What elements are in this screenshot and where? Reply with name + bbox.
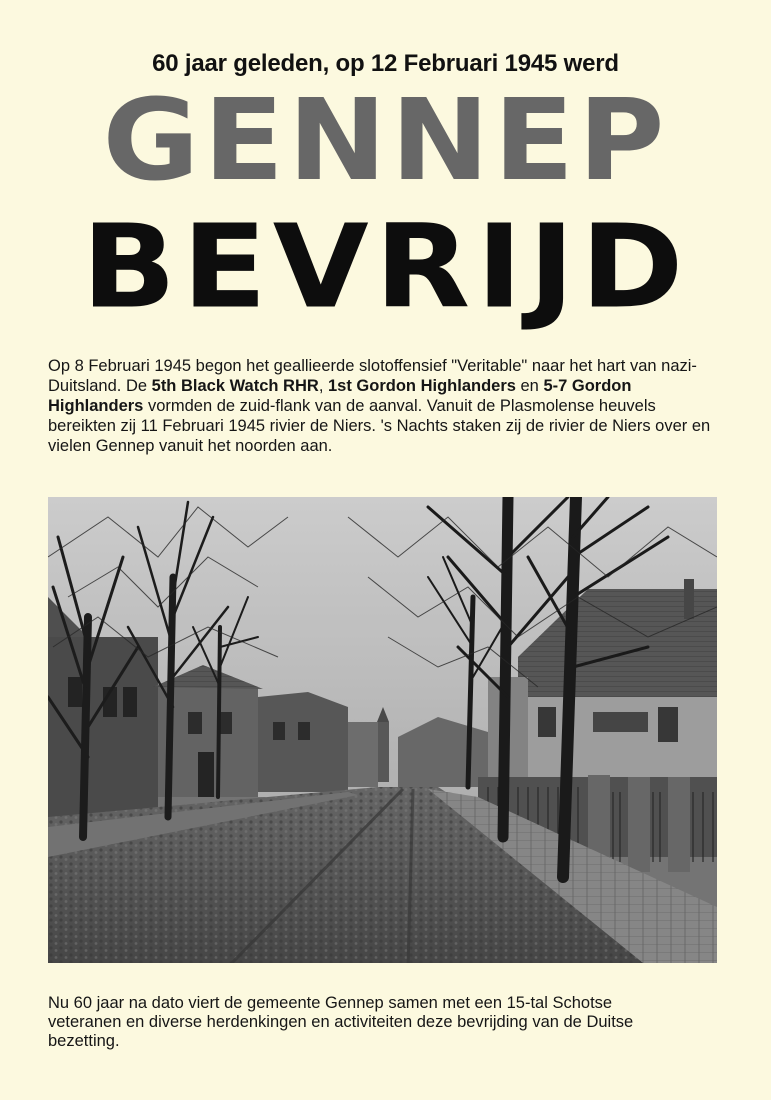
intro-text-2: , bbox=[318, 377, 328, 395]
kicker-line: 60 jaar geleden, op 12 Februari 1945 werd bbox=[152, 50, 619, 77]
headline-bevrijd: BEVRIJD bbox=[81, 200, 690, 335]
intro-text-1: Op 8 Februari 1945 begon het geallieerde slotoffensief "Veritable" naar het hart van nazi-Duitsland. De bbox=[48, 357, 697, 395]
intro-text-4: vormden de zuid-flank van de aanval. Vanuit de Plasmolense heuvels bereikten zij 11 Februari 1945 rivier de Niers. 's Nachts staken zij de rivier de Niers over en vielen Gennep vanuit het noorden aan. bbox=[48, 397, 711, 455]
unit-5-7-gordon: 5-7 Gordon Highlanders bbox=[48, 377, 632, 415]
unit-black-watch: 5th Black Watch RHR bbox=[151, 377, 319, 395]
unit-1st-gordon: 1st Gordon Highlanders bbox=[327, 377, 516, 395]
intro-text-3: en bbox=[515, 377, 544, 395]
outro-paragraph: Nu 60 jaar na dato viert de gemeente Gennep samen met een 15-tal Schotse veteranen en diverse herdenkingen en activiteiten deze bevrijding van de Duitse bezetting. bbox=[48, 994, 634, 1050]
headline-gennep: GENNEP bbox=[102, 74, 669, 206]
historical-street-photo bbox=[48, 497, 717, 963]
intro-paragraph bbox=[48, 356, 724, 456]
